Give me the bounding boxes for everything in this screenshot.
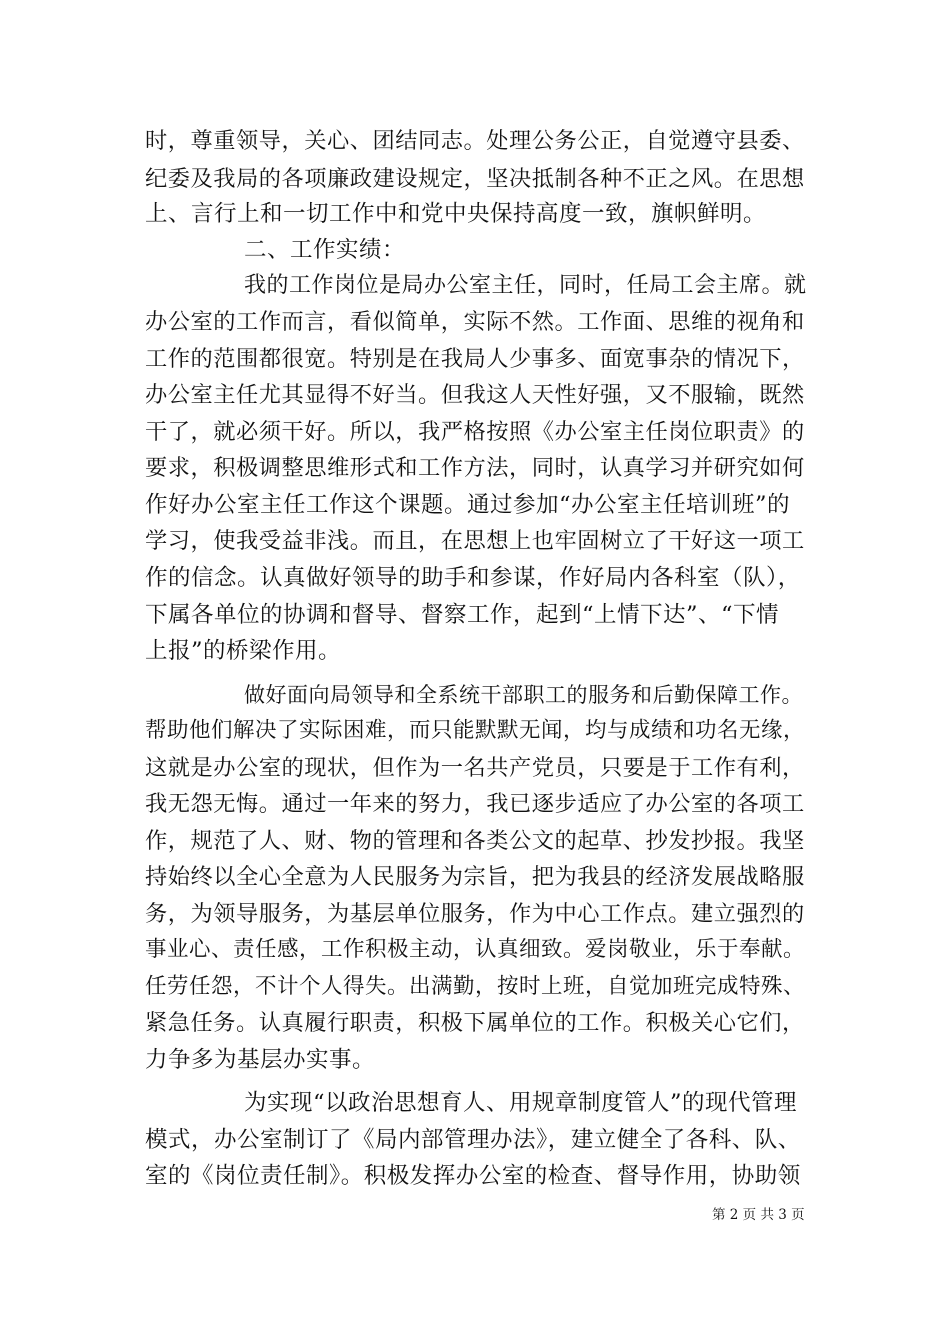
text-line: 作的信念。认真做好领导的助手和参谋，作好局内各科室（队）， bbox=[145, 565, 801, 591]
text-line: 力争多为基层办实事。 bbox=[145, 1047, 376, 1073]
text-line: 务，为领导服务，为基层单位服务，作为中心工作点。建立强烈的 bbox=[145, 901, 805, 927]
text-line: 纪委及我局的各项廉政建设规定，坚决抵制各种不正之风。在思想 bbox=[145, 166, 805, 192]
text-line: 办公室的工作而言，看似简单，实际不然。工作面、思维的视角和 bbox=[145, 309, 805, 335]
text-line: 工作的范围都很宽。特别是在我局人少事多、面宽事杂的情况下， bbox=[145, 346, 805, 372]
text-line: 持始终以全心全意为人民服务为宗旨，把为我县的经济发展战略服 bbox=[145, 864, 805, 890]
text-line: 作，规范了人、财、物的管理和各类公文的起草、抄发抄报。我坚 bbox=[145, 828, 805, 854]
text-line: 为实现“以政治思想育人、用规章制度管人”的现代管理 bbox=[244, 1090, 798, 1116]
text-line: 事业心、责任感，工作积极主动，认真细致。爱岗敬业，乐于奉献。 bbox=[145, 937, 806, 962]
text-line: 我无怨无悔。通过一年来的努力，我已逐步适应了办公室的各项工 bbox=[145, 791, 805, 817]
text-line: 这就是办公室的现状，但作为一名共产党员，只要是于工作有利， bbox=[145, 755, 805, 781]
text-line: 办公室主任尤其显得不好当。但我这人天性好强，又不服输，既然 bbox=[145, 382, 805, 408]
text-line: 干了，就必须干好。所以，我严格按照《办公室主任岗位职责》的 bbox=[145, 419, 805, 445]
text-line: 作好办公室主任工作这个课题。通过参加“办公室主任培训班”的 bbox=[145, 492, 791, 518]
section-heading: 二、工作实绩： bbox=[244, 237, 406, 263]
text-line: 我的工作岗位是局办公室主任，同时，任局工会主席。就 bbox=[244, 273, 807, 298]
text-line: 室的《岗位责任制》。积极发挥办公室的检查、督导作用，协助领 bbox=[145, 1163, 801, 1189]
text-line: 模式，办公室制订了《局内部管理办法》，建立健全了各科、队、 bbox=[145, 1127, 801, 1153]
text-line: 做好面向局领导和全系统干部职工的服务和后勤保障工作。 bbox=[244, 683, 803, 707]
text-line: 要求，积极调整思维形式和工作方法，同时，认真学习并研究如何 bbox=[145, 455, 805, 481]
page-number-footer: 第 2 页 共 3 页 bbox=[712, 1207, 805, 1223]
text-line: 任劳任怨，不计个人得失。出满勤，按时上班，自觉加班完成特殊、 bbox=[145, 974, 806, 999]
text-line: 上、言行上和一切工作中和党中央保持高度一致，旗帜鲜明。 bbox=[145, 201, 767, 227]
text-line: 下属各单位的协调和督导、督察工作，起到“上情下达”、“下情 bbox=[145, 602, 780, 628]
text-line: 紧急任务。认真履行职责，积极下属单位的工作。积极关心它们， bbox=[145, 1010, 805, 1036]
text-line: 帮助他们解决了实际困难，而只能默默无闻，均与成绩和功名无缘， bbox=[145, 718, 806, 743]
text-line: 学习，使我受益非浅。而且，在思想上也牢固树立了干好这一项工 bbox=[145, 528, 805, 554]
text-line: 时，尊重领导，关心、团结同志。处理公务公正，自觉遵守县委、 bbox=[145, 128, 805, 154]
text-line: 上报”的桥梁作用。 bbox=[145, 638, 342, 664]
